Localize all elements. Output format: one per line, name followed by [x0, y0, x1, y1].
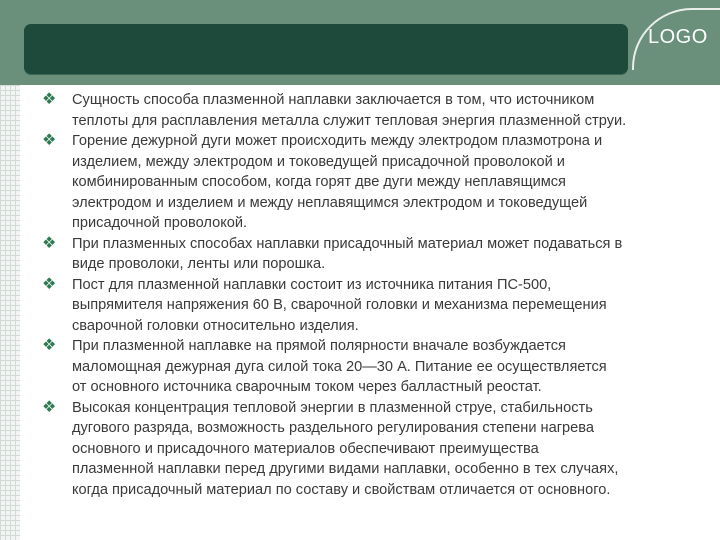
bullet-item-1: [42, 90, 698, 131]
diamond-bullet-icon: ❖: [42, 337, 57, 354]
logo: LOGO: [648, 26, 708, 48]
bullet-line: выпрямителя напряжения 60 В, сварочной головки и механизма перемещения: [72, 297, 607, 313]
bullet-line: При плазменной наплавке на прямой полярности вначале возбуждается: [72, 338, 566, 354]
bullet-item-5: [42, 336, 698, 398]
bullet-line: электродом и изделием и между неплавящимся электродом и токоведущей: [72, 194, 588, 211]
bullet-line: дугового разряда, возможность раздельного регулирования степени нагрева: [72, 420, 594, 436]
bullet-line: При плазменных способах наплавки присадочный материал может подаваться в: [72, 235, 623, 252]
bullet-line: плазменной наплавки перед другими видами наплавки, особенно в тех случаях,: [72, 461, 619, 477]
bullet-line: теплоты для расплавления металла служит тепловая энергия плазменной струи.: [72, 112, 627, 129]
diamond-bullet-icon: ❖: [42, 275, 57, 293]
bullet-item-2: [42, 131, 698, 234]
bullet-line: сварочной головки относительно изделия.: [72, 317, 359, 334]
bullet-item-3: [42, 234, 698, 275]
diamond-bullet-icon: ❖: [42, 234, 57, 252]
bullet-line: виде проволоки, ленты или порошка.: [72, 256, 326, 272]
bullet-item-4: [42, 275, 698, 337]
bullet-line: Пост для плазменной наплавки состоит из источника питания ПС-500,: [72, 276, 552, 293]
bullet-line: Горение дежурной дуги может происходить между электродом плазмотрона и: [72, 133, 603, 149]
diamond-bullet-icon: ❖: [42, 91, 57, 108]
diamond-bullet-icon: ❖: [42, 132, 57, 149]
bullet-line: изделием, между электродом и токоведущей присадочной проволокой и: [72, 153, 565, 170]
bullet-item-6: [42, 398, 698, 501]
bullet-line: маломощная дежурная дуга силой тока 20—30 А. Питание ее осуществляется: [72, 358, 607, 375]
title-box: [24, 24, 628, 74]
left-grid-decoration: [0, 85, 20, 540]
bullet-line: от основного источника сварочным током через балластный реостат.: [72, 379, 542, 395]
bullet-line: когда присадочный материал по составу и свойствам отличается от основного.: [72, 481, 611, 498]
bullet-line: присадочной проволокой.: [72, 215, 248, 231]
bullet-line: основного и присадочного материалов обеспечивают преимущества: [72, 440, 539, 457]
bullet-list: [42, 90, 698, 500]
bullet-line: Высокая концентрация тепловой энергии в плазменной струе, стабильность: [72, 399, 593, 416]
diamond-bullet-icon: ❖: [42, 398, 57, 416]
bullet-line: Сущность способа плазменной наплавки заключается в том, что источником: [72, 92, 595, 108]
bullet-line: комбинированным способом, когда горят две дуги между неплавящимся: [72, 174, 566, 190]
